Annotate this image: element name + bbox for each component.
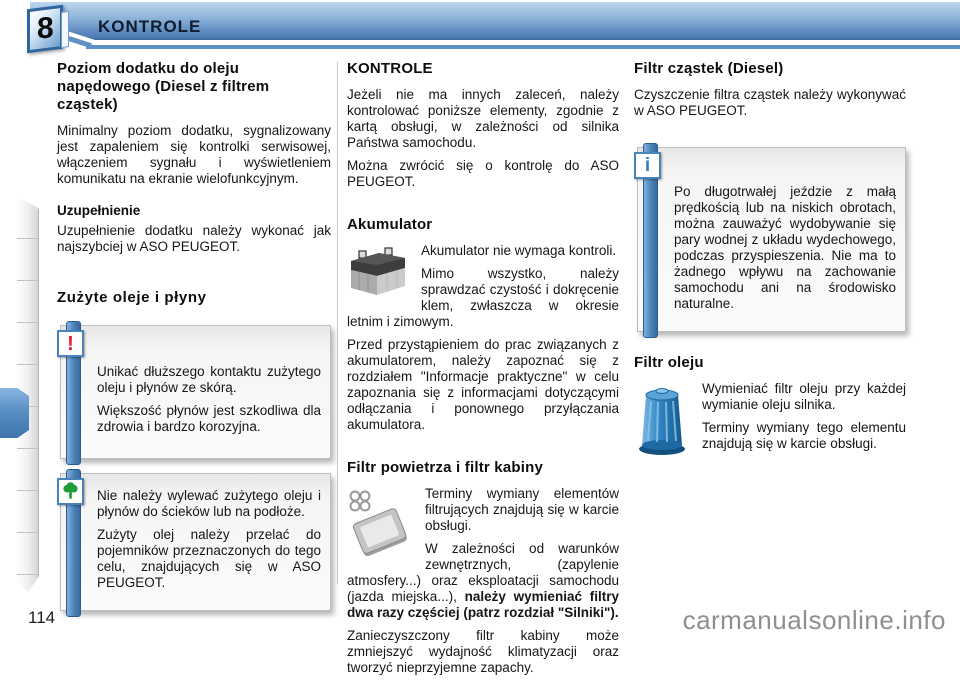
info-icon — [634, 152, 661, 179]
paragraph: Mimo wszystko, należy sprawdzać czystość i dokręcenie klem, zwłaszcza w okresie letnim i zimowym. — [347, 266, 619, 329]
paragraph-normal: W zależności od warunków zewnętrznych, (zapylenie atmosfery...) oraz eksploatacji samochodu (jazda miejska...), — [347, 541, 619, 604]
paragraph: Po długotrwałej jeździe z małą prędkością lub na niskich obrotach, można zauważyć wydobywanie się pary wodnej z układu wydechowego, podczas przyspieszenia. Nie ma to żadnego wpływu na zachowanie samochodu ani na środowisko naturalne. — [674, 184, 896, 311]
chapter-number: 8 — [36, 11, 54, 46]
info-note-box — [637, 147, 906, 332]
column-middle — [347, 60, 619, 683]
environment-note-box — [60, 473, 331, 611]
paragraph: Nie należy wylewać zużytego oleju i płynów do ścieków lub na podłoże. — [97, 488, 321, 519]
paragraph: Uzupełnienie dodatku należy wykonać jak najszybciej w ASO PEUGEOT. — [57, 223, 331, 254]
tree-icon — [57, 478, 84, 505]
warning-note-box — [60, 325, 331, 459]
paragraph: Akumulator nie wymaga kontroli. — [421, 243, 617, 258]
paragraph: Można zwrócić się o kontrolę do ASO PEUGEOT. — [347, 158, 619, 189]
paragraph: Większość płynów jest szkodliwa dla zdrowia i bardzo korozyjna. — [97, 403, 321, 434]
section-title-battery: Akumulator — [347, 216, 433, 233]
header-rule — [86, 44, 960, 49]
paragraph: Minimalny poziom dodatku, sygnalizowany jest zapaleniem się kontrolki serwisowej, włączeniem sygnału i wyświetleniem komunikatu na ekranie wielofunkcyjnym. — [57, 123, 331, 186]
section-title-used-oils: Zużyte oleje i płyny — [57, 289, 207, 306]
paragraph: Czyszczenie filtra cząstek należy wykonywać w ASO PEUGEOT. — [634, 87, 906, 118]
page-number: 114 — [28, 608, 56, 627]
air-filter-icon — [347, 488, 413, 558]
section-title-additive-level: Poziom dodatku do oleju napędowego (Diesel z filtrem cząstek) — [57, 60, 270, 113]
air-filter-section — [347, 486, 619, 676]
paragraph: Jeżeli nie ma innych zaleceń, należy kontrolować poniższe elementy, zgodnie z kartą obsługi, w zależności od silnika Państwa samochodu. — [347, 87, 619, 150]
chapter-title: KONTROLE — [98, 17, 202, 36]
paragraph: Przed przystąpieniem do prac związanych z akumulatorem, należy zapoznać się z rozdziałem "Informacje praktyczne" w celu zapoznania się z informacjami dotyczącymi odłączania i ponownego przyłączania akumulatora. — [347, 337, 619, 432]
chapter-number-badge — [27, 5, 63, 53]
battery-section — [347, 243, 619, 433]
section-title-kontrole: KONTROLE — [347, 60, 433, 77]
warning-glyph: ! — [67, 332, 74, 355]
oil-filter-icon — [634, 383, 690, 457]
column-divider — [337, 62, 338, 584]
section-title-particle-filter: Filtr cząstek (Diesel) — [634, 60, 784, 77]
paragraph-bold: należy wymieniać filtry dwa razy częściej (patrz rozdział "Silniki"). — [347, 589, 619, 620]
paragraph: Terminy wymiany elementów filtrujących znajdują się w karcie obsługi. — [425, 486, 619, 533]
battery-icon — [347, 245, 409, 297]
section-title-oil-filter: Filtr oleju — [634, 354, 704, 371]
paragraph: Wymieniać filtr oleju przy każdej wymianie oleju silnika. — [702, 381, 906, 412]
paragraph: Zużyty olej należy przelać do pojemników przeznaczonych do tego celu, znajdujących się w ASO PEUGEOT. — [97, 527, 321, 590]
column-left — [57, 60, 331, 611]
info-glyph: i — [644, 154, 651, 176]
watermark: carmanualsonline.info — [682, 605, 946, 635]
warning-icon — [57, 330, 84, 357]
paragraph: Zanieczyszczony filtr kabiny może zmniejszyć wydajność klimatyzacji oraz tworzyć nieprzyjemne zapachy. — [347, 628, 619, 675]
chapter-position-tab — [0, 388, 29, 438]
paragraph: Unikać dłuższego kontaktu zużytego oleju i płynów ze skórą. — [97, 364, 321, 395]
paragraph: Terminy wymiany tego elementu znajdują się w karcie obsługi. — [702, 420, 906, 451]
column-right — [634, 60, 906, 461]
oil-filter-section — [634, 381, 906, 452]
section-title-air-filter: Filtr powietrza i filtr kabiny — [347, 459, 544, 476]
subsection-title-topup: Uzupełnienie — [57, 203, 141, 218]
